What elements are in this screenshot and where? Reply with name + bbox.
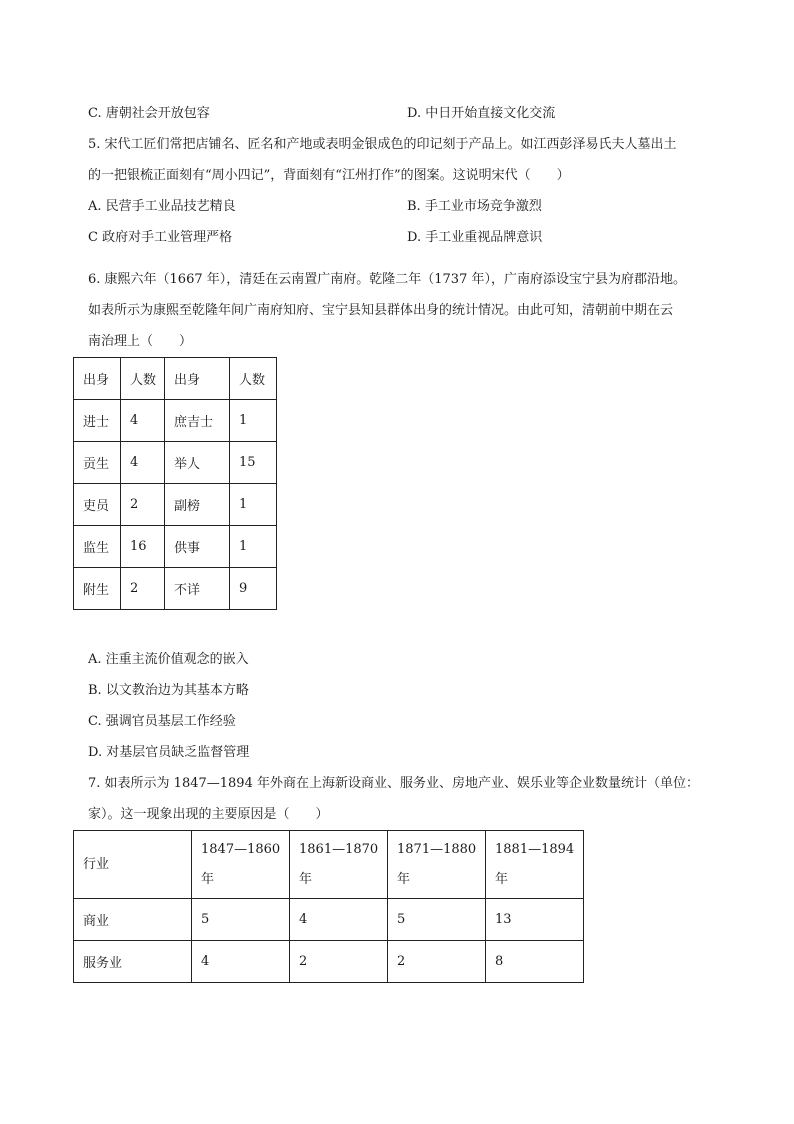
q6-stem-line-1: 6. 康熙六年（1667 年），清廷在云南置广南府。乾隆二年（1737 年），广南府添设宝宁县为府郡沿地。 (88, 272, 686, 287)
table-row (74, 899, 584, 941)
table-cell: 贡生 (74, 442, 121, 484)
period-unit: 年 (495, 871, 509, 887)
table-cell: 供事 (165, 526, 230, 568)
q7-stem-line-1: 7. 如表所示为 1847—1894 年外商在上海新设商业、服务业、房地产业、娱乐业等企业数量统计（单位： (88, 776, 699, 791)
table-cell: 举人 (165, 442, 230, 484)
table-cell: 2 (121, 568, 165, 610)
table-cell: 1 (230, 484, 277, 526)
table-cell: 4 (121, 400, 165, 442)
q4-option-d: D. 中日开始直接文化交流 (407, 106, 556, 121)
table-header-cell: 出身 (74, 358, 121, 400)
table-cell: 5 (192, 899, 290, 941)
table-cell: 9 (230, 568, 277, 610)
table-row (74, 941, 584, 983)
table-row (74, 526, 277, 568)
table-header-cell: 行业 (74, 831, 192, 899)
period-range: 1861—1870 (299, 841, 379, 857)
table-cell: 4 (290, 899, 388, 941)
table-header-row (74, 831, 584, 899)
table-row (74, 442, 277, 484)
period-range: 1847—1860 (201, 841, 281, 857)
table-cell: 5 (388, 899, 486, 941)
table-header-cell (192, 831, 290, 899)
table-cell: 2 (290, 941, 388, 983)
table-cell: 16 (121, 526, 165, 568)
table-header-cell: 人数 (121, 358, 165, 400)
table-cell: 商业 (74, 899, 192, 941)
q5-option-d: D. 手工业重视品牌意识 (407, 230, 543, 245)
q6-stem-line-2: 如表所示为康熙至乾隆年间广南府知府、宝宁县知县群体出身的统计情况。由此可知，清朝前中期在云 (88, 303, 674, 318)
q6-option-c: C. 强调官员基层工作经验 (88, 714, 236, 729)
period-range: 1881—1894 (495, 841, 575, 857)
table-cell: 进士 (74, 400, 121, 442)
period-unit: 年 (299, 871, 313, 887)
period-unit: 年 (397, 871, 411, 887)
table-cell: 4 (192, 941, 290, 983)
table-cell: 副榜 (165, 484, 230, 526)
q5-option-b: B. 手工业市场竞争激烈 (407, 199, 542, 214)
q5-option-a: A. 民营手工业品技艺精良 (88, 199, 236, 214)
table-row (74, 400, 277, 442)
q6-option-b: B. 以文教治边为其基本方略 (88, 683, 249, 698)
table-header-cell: 出身 (165, 358, 230, 400)
q5-stem-line-1: 5. 宋代工匠们常把店铺名、匠名和产地或表明金银成色的印记刻于产品上。如江西彭泽易氏夫人墓出土 (88, 137, 677, 152)
table-header-cell (388, 831, 486, 899)
table-cell: 13 (486, 899, 584, 941)
table-cell: 庶吉士 (165, 400, 230, 442)
table-header-cell (290, 831, 388, 899)
q5-option-c: C 政府对手工业管理严格 (88, 230, 233, 245)
table-cell: 2 (388, 941, 486, 983)
table-cell: 监生 (74, 526, 121, 568)
q7-stem-line-2: 家）。这一现象出现的主要原因是（ ） (88, 807, 329, 822)
table-cell: 15 (230, 442, 277, 484)
table-cell: 服务业 (74, 941, 192, 983)
table-cell: 4 (121, 442, 165, 484)
table-row (74, 568, 277, 610)
period-range: 1871—1880 (397, 841, 477, 857)
table-cell: 2 (121, 484, 165, 526)
q4-option-c: C. 唐朝社会开放包容 (88, 106, 210, 121)
q6-option-d: D. 对基层官员缺乏监督管理 (88, 745, 250, 760)
table-header-cell (486, 831, 584, 899)
q7-table (73, 830, 584, 983)
q6-table (73, 357, 277, 610)
table-header-cell: 人数 (230, 358, 277, 400)
q5-stem-line-2: 的一把银梳正面刻有“周小四记”，背面刻有“江州打作”的图案。这说明宋代（ ） (88, 168, 570, 183)
table-cell: 不详 (165, 568, 230, 610)
period-unit: 年 (201, 871, 215, 887)
table-cell: 吏员 (74, 484, 121, 526)
table-row (74, 484, 277, 526)
table-header-row (74, 358, 277, 400)
table-cell: 1 (230, 400, 277, 442)
table-cell: 1 (230, 526, 277, 568)
q6-option-a: A. 注重主流价值观念的嵌入 (88, 652, 249, 667)
table-cell: 附生 (74, 568, 121, 610)
table-cell: 8 (486, 941, 584, 983)
q6-stem-line-3: 南治理上（ ） (88, 334, 193, 349)
